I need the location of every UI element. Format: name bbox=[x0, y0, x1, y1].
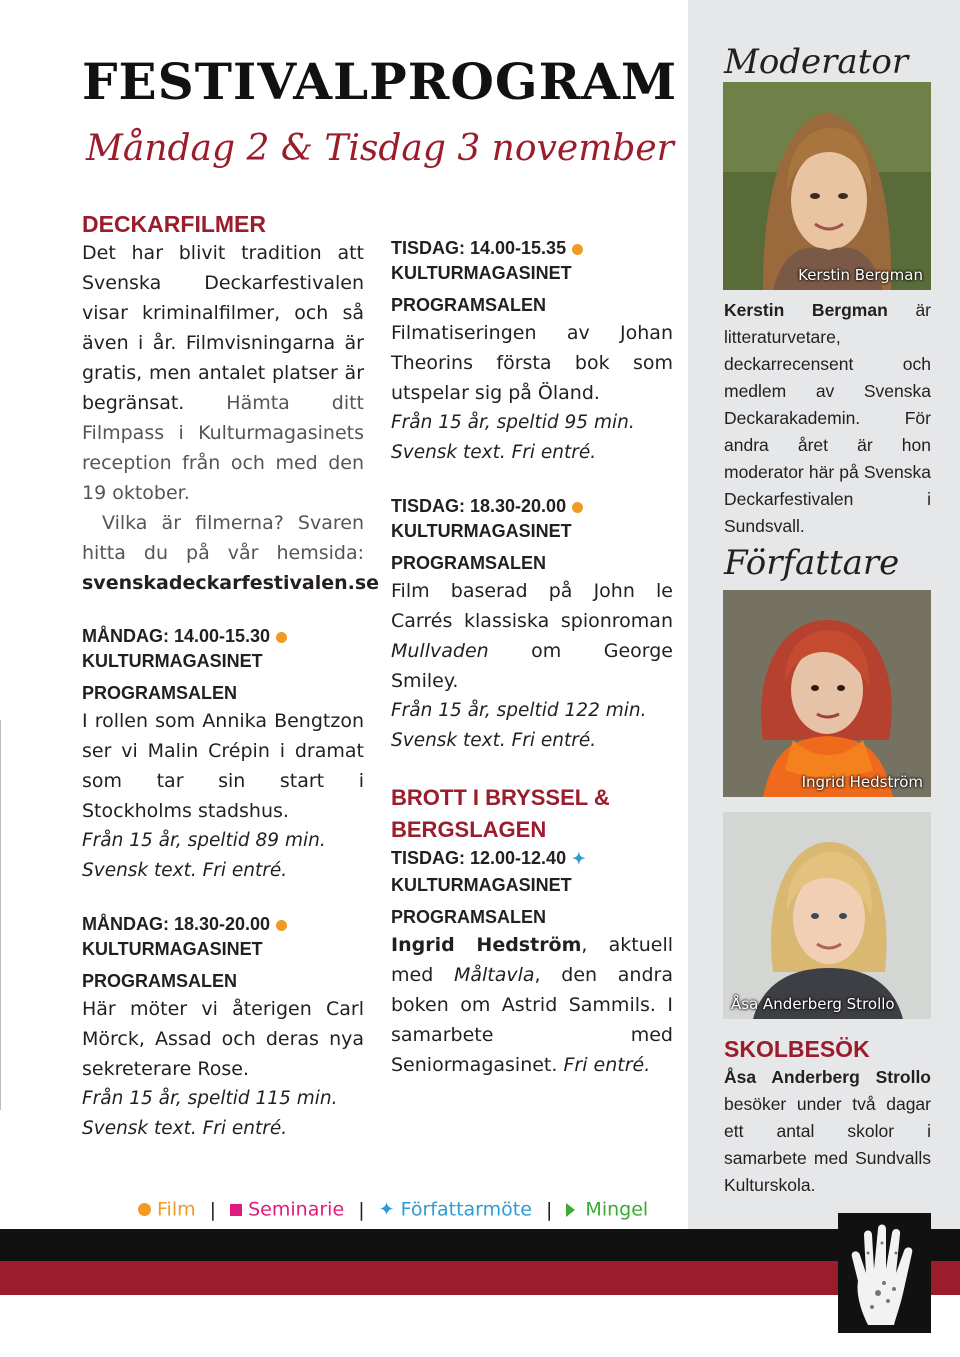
event-details: Från 15 år, speltid 95 min. Svensk text. Fri entré. bbox=[391, 412, 635, 463]
intro-gray: Hämta ditt Filmpass i Kulturmagasinets reception från och med den 19 oktober. bbox=[82, 392, 365, 504]
legend-separator: | bbox=[358, 1198, 365, 1221]
event-text: Filmatiseringen av Johan Theorins första bok som utspelar sig på Öland. bbox=[391, 322, 673, 404]
event-details: Från 15 år, speltid 122 min. Svensk text. Fri entré. bbox=[391, 700, 647, 751]
film-dot-icon bbox=[138, 1203, 151, 1216]
moderator-heading: Moderator bbox=[724, 42, 909, 82]
event-venue: KULTURMAGASINET bbox=[391, 521, 572, 541]
page-subtitle: Måndag 2 & Tisdag 3 november bbox=[86, 128, 674, 169]
legend-separator: | bbox=[545, 1198, 553, 1221]
moderator-photo bbox=[723, 82, 931, 290]
photo-caption: Åsa Anderberg Strollo bbox=[731, 995, 895, 1013]
author2-photo bbox=[723, 812, 931, 1019]
legend-separator: | bbox=[209, 1198, 217, 1221]
event-room: PROGRAMSALEN bbox=[391, 295, 547, 315]
skolbesok-name: Åsa Anderberg Strollo bbox=[724, 1067, 931, 1087]
legend-seminarie: Seminarie bbox=[248, 1198, 345, 1221]
event-text: Film baserad på John le Carrés klassiska spionroman Mullvaden om George Smiley. bbox=[391, 580, 673, 692]
event-venue: KULTURMAGASINET bbox=[391, 263, 572, 283]
margin-line bbox=[0, 720, 1, 1110]
event-room: PROGRAMSALEN bbox=[82, 971, 238, 991]
portrait-asa bbox=[723, 812, 931, 1019]
event-time: MÅNDAG: 14.00-15.30 bbox=[82, 624, 364, 648]
handprint-logo bbox=[838, 1213, 931, 1333]
mingel-triangle-icon bbox=[566, 1203, 575, 1217]
event-venue: KULTURMAGASINET bbox=[391, 875, 572, 895]
footer-bar-red bbox=[0, 1261, 960, 1295]
event-time: TISDAG: 18.30-20.00 bbox=[391, 494, 673, 518]
film-dot-icon bbox=[572, 244, 583, 255]
event-text: Här möter vi återigen Carl Mörck, Assad och deras nya sekreterare Rose. bbox=[82, 998, 364, 1080]
author1-photo bbox=[723, 590, 931, 797]
section-heading-deckarfilmer: DECKARFILMER bbox=[82, 211, 266, 237]
legend-forfattarmote: Författarmöte bbox=[400, 1198, 532, 1221]
moderator-name: Kerstin Bergman bbox=[724, 300, 888, 320]
question-text bbox=[82, 508, 380, 598]
portrait-kerstin bbox=[723, 82, 931, 290]
skolbesok-text: Åsa Anderberg Strollo besöker under två dagar ett antal skolor i samarbete med Sundvalls Kulturskola. bbox=[724, 1067, 931, 1195]
book-title: Måltavla bbox=[453, 964, 535, 986]
section-heading-brott: BROTT I BRYSSEL & BERGSLAGEN bbox=[391, 785, 610, 842]
event-room: PROGRAMSALEN bbox=[82, 683, 238, 703]
page-title: FESTIVALPROGRAM bbox=[82, 52, 678, 111]
legend-mingel: Mingel bbox=[585, 1198, 649, 1221]
event-text: I rollen som Annika Bengtzon ser vi Malin Crépin i dramat som tar sin start i Stockholms stadshus. bbox=[82, 710, 364, 822]
footer-bar-black bbox=[0, 1229, 960, 1261]
author-star-icon: ✦ bbox=[572, 851, 586, 868]
moderator-text: Kerstin Bergman är litteraturvetare, deckarrecensent och medlem av Svenska Deckarakademin. För andra året är hon moderator här på Svenska Deckarfestivalen i Sundsvall. bbox=[724, 300, 931, 536]
event-text: Ingrid Hedström, aktuell med Måltavla, den andra boken om Astrid Sammils. I samarbete med Seniormagasinet. Fri entré. bbox=[391, 934, 674, 1076]
event-room: PROGRAMSALEN bbox=[391, 553, 547, 573]
intro-main: Det har blivit tradition att Svenska Deckarfestivalen visar kriminalfilmer, och så även i år. Filmvisningarna är gratis, men antalet platser är begränsat. bbox=[82, 242, 364, 414]
skolbesok-heading: SKOLBESÖK bbox=[724, 1036, 870, 1062]
author-heading: Författare bbox=[724, 543, 900, 583]
author-name: Ingrid Hedström bbox=[391, 934, 582, 956]
author-star-icon: ✦ bbox=[378, 1198, 401, 1221]
question: Vilka är filmerna? Svaren hitta du på vår hemsida: bbox=[82, 512, 364, 564]
legend bbox=[138, 1198, 648, 1221]
event-venue: KULTURMAGASINET bbox=[82, 939, 263, 959]
intro-text bbox=[82, 238, 364, 508]
seminarie-square-icon bbox=[230, 1204, 242, 1216]
event-4 bbox=[391, 494, 673, 756]
handprint-icon bbox=[838, 1213, 931, 1333]
photo-caption: Ingrid Hedström bbox=[801, 773, 923, 791]
event-time: TISDAG: 12.00-12.40 ✦ bbox=[391, 848, 586, 868]
film-title: Mullvaden bbox=[391, 640, 489, 662]
column-left bbox=[82, 210, 380, 1144]
film-dot-icon bbox=[276, 920, 287, 931]
event-details: Från 15 år, speltid 115 min. Svensk text. Fri entré. bbox=[82, 1088, 338, 1139]
event-1 bbox=[82, 624, 364, 886]
event-3 bbox=[391, 236, 673, 468]
event-time: TISDAG: 14.00-15.35 bbox=[391, 236, 673, 260]
photo-caption: Kerstin Bergman bbox=[798, 266, 923, 284]
website-link[interactable]: svenskadeckarfestivalen.se bbox=[82, 572, 380, 594]
legend-film: Film bbox=[157, 1198, 196, 1221]
event-venue: KULTURMAGASINET bbox=[82, 651, 263, 671]
portrait-ingrid bbox=[723, 590, 931, 797]
event-details: Fri entré. bbox=[563, 1054, 651, 1076]
event-room: PROGRAMSALEN bbox=[391, 907, 547, 927]
film-dot-icon bbox=[276, 632, 287, 643]
event-details: Från 15 år, speltid 89 min. Svensk text. Fri entré. bbox=[82, 830, 326, 881]
column-right bbox=[391, 236, 673, 1080]
event-brott bbox=[391, 782, 673, 1080]
event-2 bbox=[82, 912, 364, 1144]
event-time: MÅNDAG: 18.30-20.00 bbox=[82, 912, 364, 936]
film-dot-icon bbox=[572, 502, 583, 513]
